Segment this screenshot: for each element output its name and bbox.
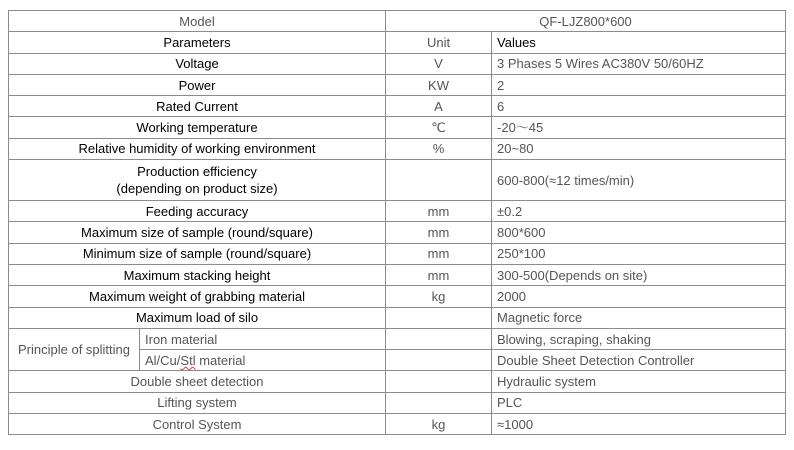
param-cell: Double sheet detection: [9, 371, 386, 392]
param-cell: Lifting system: [9, 392, 386, 413]
table-row: [9, 160, 786, 201]
value-cell: Magnetic force: [492, 307, 786, 328]
unit-cell: ℃: [386, 117, 492, 138]
param-line: (depending on product size): [116, 181, 278, 197]
model-value: QF-LJZ800*600: [386, 11, 786, 32]
unit-cell: mm: [386, 222, 492, 243]
model-label: Model: [9, 11, 386, 32]
value-cell: Hydraulic system: [492, 371, 786, 392]
unit-cell: V: [386, 53, 492, 74]
value-cell: -20～45: [492, 117, 786, 138]
splitting-sub-name: Iron material: [140, 328, 386, 349]
table-row: [9, 414, 786, 435]
unit-cell: [386, 392, 492, 413]
param-cell: [9, 160, 386, 201]
value-cell: 3 Phases 5 Wires AC380V 50/60HZ: [492, 53, 786, 74]
splitting-sub-name: [140, 350, 386, 371]
unit-cell: mm: [386, 264, 492, 285]
spellcheck-word: Stl: [180, 352, 196, 368]
value-cell: PLC: [492, 392, 786, 413]
unit-cell: kg: [386, 414, 492, 435]
unit-cell: mm: [386, 243, 492, 264]
unit-cell: [386, 350, 492, 371]
param-cell: Feeding accuracy: [9, 201, 386, 222]
unit-cell: [386, 371, 492, 392]
value-cell: Blowing, scraping, shaking: [492, 328, 786, 349]
value-cell: 20~80: [492, 138, 786, 159]
table-row: [9, 328, 786, 349]
table-row: [9, 392, 786, 413]
value-cell: 600-800(≈12 times/min): [492, 160, 786, 201]
value-cell: ±0.2: [492, 201, 786, 222]
param-cell: Rated Current: [9, 96, 386, 117]
table-row: [9, 74, 786, 95]
value-cell: 2000: [492, 286, 786, 307]
header-parameters: Parameters: [9, 32, 386, 53]
table-row: [9, 371, 786, 392]
unit-cell: kg: [386, 286, 492, 307]
table-row: [9, 307, 786, 328]
table-row: [9, 222, 786, 243]
unit-cell: [386, 307, 492, 328]
name-suffix: material: [195, 352, 246, 368]
param-cell: Maximum size of sample (round/square): [9, 222, 386, 243]
param-line: Production efficiency: [137, 164, 257, 180]
name-prefix: Al/Cu/: [145, 352, 181, 368]
value-cell: 6: [492, 96, 786, 117]
value-cell: ≈1000: [492, 414, 786, 435]
table-row: [9, 264, 786, 285]
table-row: [9, 117, 786, 138]
unit-cell: KW: [386, 74, 492, 95]
unit-cell: mm: [386, 201, 492, 222]
header-unit: Unit: [386, 32, 492, 53]
value-cell: Double Sheet Detection Controller: [492, 350, 786, 371]
unit-cell: [386, 328, 492, 349]
param-cell: Maximum load of silo: [9, 307, 386, 328]
param-cell: Maximum stacking height: [9, 264, 386, 285]
param-cell: Control System: [9, 414, 386, 435]
param-cell: Maximum weight of grabbing material: [9, 286, 386, 307]
header-values: Values: [492, 32, 786, 53]
table-row: [9, 243, 786, 264]
value-cell: 300-500(Depends on site): [492, 264, 786, 285]
table-row: [9, 96, 786, 117]
value-cell: 800*600: [492, 222, 786, 243]
param-cell: Voltage: [9, 53, 386, 74]
unit-cell: %: [386, 138, 492, 159]
unit-cell: A: [386, 96, 492, 117]
unit-cell: [386, 160, 492, 201]
splitting-label: Principle of splitting: [9, 328, 140, 371]
table-row: [9, 138, 786, 159]
value-cell: 2: [492, 74, 786, 95]
param-cell: Minimum size of sample (round/square): [9, 243, 386, 264]
table-row: [9, 53, 786, 74]
table-row: [9, 201, 786, 222]
table-row: [9, 11, 786, 32]
table-header-row: [9, 32, 786, 53]
value-cell: 250*100: [492, 243, 786, 264]
table-row: [9, 286, 786, 307]
param-cell: Power: [9, 74, 386, 95]
param-cell: Relative humidity of working environment: [9, 138, 386, 159]
param-cell: Working temperature: [9, 117, 386, 138]
spec-table: [8, 10, 786, 435]
